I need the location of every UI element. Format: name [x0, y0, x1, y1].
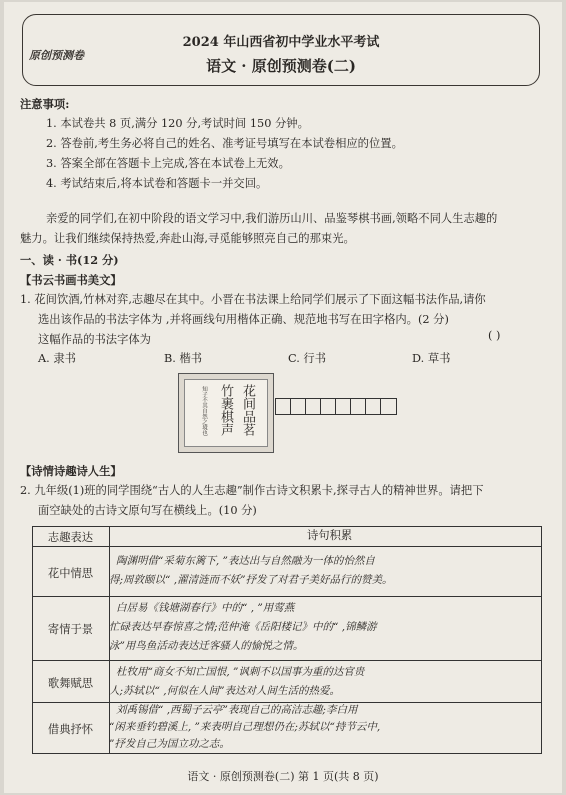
question-text: 1. 花间饮酒,竹林对弈,志趣尽在其中。小晋在书法课上给同学们展示了下面这幅书法作品,请你 — [20, 293, 486, 306]
grid-cell[interactable] — [276, 399, 291, 414]
row-line: “闲来垂钓碧溪上, ”来表明自己理想仍在;苏轼以“持节云中, — [109, 721, 381, 733]
row-line: 人;苏轼以“ ,何似在人间”表达对人间生活的热爱。 — [109, 685, 340, 697]
exam-title: 2024 年山西省初中学业水平考试 — [182, 35, 380, 50]
grid-cell[interactable] — [351, 399, 366, 414]
row-line: ”抒发自己为国立功之志。 — [109, 738, 230, 750]
table-row — [32, 596, 542, 660]
intro-line: 魅力。让我们继续保持热爱,奔赴山海,寻觅能够照亮自己的那束光。 — [20, 232, 355, 245]
subsection-heading: 【诗情诗趣诗人生】 — [20, 464, 122, 478]
table-row — [32, 546, 542, 596]
row-label: 寄情于景 — [47, 623, 94, 636]
exam-subtitle: 语文 · 原创预测卷(二) — [206, 57, 356, 75]
row-line: 泳”用鸟鱼活动表达迁客骚人的愉悦之情。 — [109, 640, 304, 652]
row-line: 刘禹锡借“ ,西蜀子云亭”表现自己的高洁志趣;李白用 — [116, 704, 358, 716]
row-label: 花中情思 — [47, 567, 94, 580]
calligraphy-column-right: 花间品茗 — [240, 384, 255, 436]
question-text: 面空缺处的古诗文原句写在横线上。(10 分) — [38, 504, 257, 517]
grid-cell[interactable] — [306, 399, 321, 414]
question-text: 2. 九年级(1)班的同学围绕“古人的人生志趣”制作古诗文积累卡,探寻古人的精神世界。请把下 — [20, 484, 484, 497]
brand-logo: 原创预测卷 — [29, 49, 84, 62]
answer-paren: ( ) — [488, 329, 501, 342]
option-c: C. 行书 — [288, 352, 327, 365]
row-line: 杜牧用“商女不知亡国恨, ”讽刺不以国事为重的达官贵 — [116, 666, 365, 678]
table-row — [32, 702, 542, 754]
option-d: D. 草书 — [412, 352, 451, 365]
notice-item: 3. 答案全部在答题卡上完成,答在本试卷上无效。 — [46, 157, 290, 170]
poetry-table — [32, 526, 542, 754]
grid-cell[interactable] — [381, 399, 396, 414]
grid-cell[interactable] — [366, 399, 381, 414]
calligraphy-paper — [184, 379, 268, 447]
section-heading: 一、读 · 书(12 分) — [20, 253, 119, 267]
notice-item: 1. 本试卷共 8 页,满分 120 分,考试时间 150 分钟。 — [46, 117, 309, 130]
grid-cell[interactable] — [321, 399, 336, 414]
page-footer: 语文 · 原创预测卷(二) 第 1 页(共 8 页) — [187, 770, 379, 783]
row-label: 借典抒怀 — [47, 723, 94, 736]
row-line: 得;周敦颐以“ ,濯清涟而不妖”抒发了对君子美好品行的赞美。 — [109, 574, 393, 586]
row-line: 白居易《钱塘湖春行》中的“ , ”用莺燕 — [116, 602, 295, 614]
intro-line: 亲爱的同学们,在初中阶段的语文学习中,我们游历山川、品鉴琴棋书画,领略不同人生志趣的 — [46, 212, 498, 225]
grid-cell[interactable] — [336, 399, 351, 414]
grid-cell[interactable] — [291, 399, 306, 414]
row-line: 陶渊明借“采菊东篱下, ”表达出与自然融为一体的怡然自 — [116, 555, 375, 567]
option-a: A. 隶书 — [38, 352, 76, 365]
question-text: 选出该作品的书法字体为 ,并将画线句用楷体正确、规范地书写在田字格内。(2 分) — [38, 313, 449, 326]
notice-item: 2. 答卷前,考生务必将自己的姓名、准考证号填写在本试卷相应的位置。 — [46, 137, 403, 150]
exam-page — [4, 2, 562, 793]
notice-heading: 注意事项: — [20, 97, 70, 111]
calligraphy-artwork — [178, 373, 274, 453]
option-b: B. 楷书 — [164, 352, 203, 365]
header-box — [22, 14, 540, 86]
calligraphy-column-left: 竹裹棋声 — [218, 384, 233, 436]
writing-grid[interactable] — [275, 398, 397, 415]
notice-item: 4. 考试结束后,将本试卷和答题卡一并交回。 — [46, 177, 268, 190]
table-header-label: 志趣表达 — [47, 531, 94, 544]
table-row — [32, 660, 542, 702]
question-text: 这幅作品的书法字体为 — [38, 333, 151, 346]
row-line: 忙碌表达早春惊喜之情;范仲淹《岳阳楼记》中的“ ,锦鳞游 — [109, 621, 377, 633]
table-header-content: 诗句积累 — [307, 529, 353, 542]
subsection-heading: 【书云书画书美文】 — [20, 273, 122, 287]
calligraphy-inscription: 知子不其自然之境也 — [201, 386, 207, 436]
row-label: 歌舞赋思 — [47, 677, 94, 690]
